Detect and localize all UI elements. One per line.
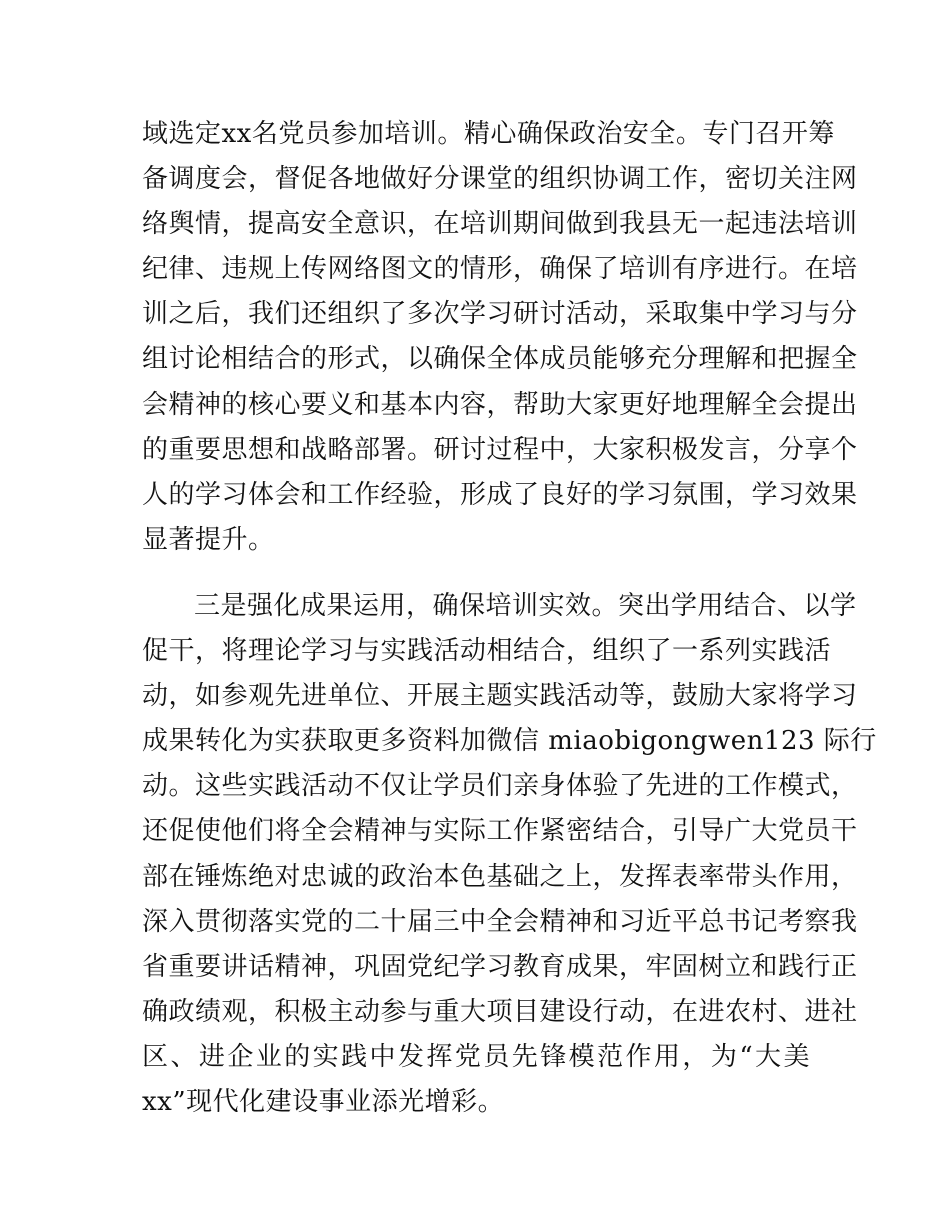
- paragraph-line: 显著提升。: [142, 524, 275, 555]
- paragraph-line: 域选定xx名党员参加培训。精心确保政治安全。专门召开筹: [142, 119, 835, 149]
- paragraph-line: 成果转化为实获取更多资料加微信 miaobigongwen123 际行: [142, 726, 877, 757]
- document-body: [142, 112, 877, 1125]
- paragraph-line: 的重要思想和战略部署。研讨过程中，大家积极发言，分享个: [142, 434, 858, 465]
- paragraph-line: 动。这些实践活动不仅让学员们亲身体验了先进的工作模式，: [142, 771, 858, 802]
- paragraph-line: 部在锤炼绝对忠诚的政治本色基础之上，发挥表率带头作用，: [142, 861, 858, 892]
- paragraph-line: 深入贯彻落实党的二十届三中全会精神和习近平总书记考察我: [142, 906, 858, 937]
- paragraph-line: xx”现代化建设事业添光增彩。: [142, 1086, 505, 1117]
- paragraph-line: 组讨论相结合的形式，以确保全体成员能够充分理解和把握全: [142, 344, 858, 375]
- paragraph-line: 纪律、违规上传网络图文的情形，确保了培训有序进行。在培: [142, 254, 858, 285]
- paragraph-line: 会精神的核心要义和基本内容，帮助大家更好地理解全会提出: [142, 389, 858, 420]
- paragraph-line: 人的学习体会和工作经验，形成了良好的学习氛围，学习效果: [142, 479, 858, 510]
- paragraph-line: 还促使他们将全会精神与实际工作紧密结合，引导广大党员干: [142, 816, 858, 847]
- paragraph-line: 备调度会，督促各地做好分课堂的组织协调工作，密切关注网: [142, 164, 858, 195]
- paragraph-line: 训之后，我们还组织了多次学习研讨活动，采取集中学习与分: [142, 299, 858, 330]
- paragraph-line: 省重要讲话精神，巩固党纪学习教育成果，牢固树立和践行正: [142, 951, 858, 982]
- paragraph-line: 确政绩观，积极主动参与重大项目建设行动，在进农村、进社: [142, 996, 858, 1027]
- paragraph-2: [142, 584, 877, 1125]
- paragraph-1: [142, 112, 858, 563]
- paragraph-line: 络舆情，提高安全意识，在培训期间做到我县无一起违法培训: [142, 209, 858, 240]
- paragraph-spacer: [142, 563, 810, 584]
- paragraph-line: 区、进企业的实践中发挥党员先锋模范作用，为“大美: [142, 1041, 810, 1072]
- paragraph-line: 促干，将理论学习与实践活动相结合，组织了一系列实践活: [142, 636, 832, 667]
- paragraph-line: 三是强化成果运用，确保培训实效。突出学用结合、以学: [194, 590, 857, 621]
- paragraph-line: 动，如参观先进单位、开展主题实践活动等，鼓励大家将学习: [142, 681, 858, 712]
